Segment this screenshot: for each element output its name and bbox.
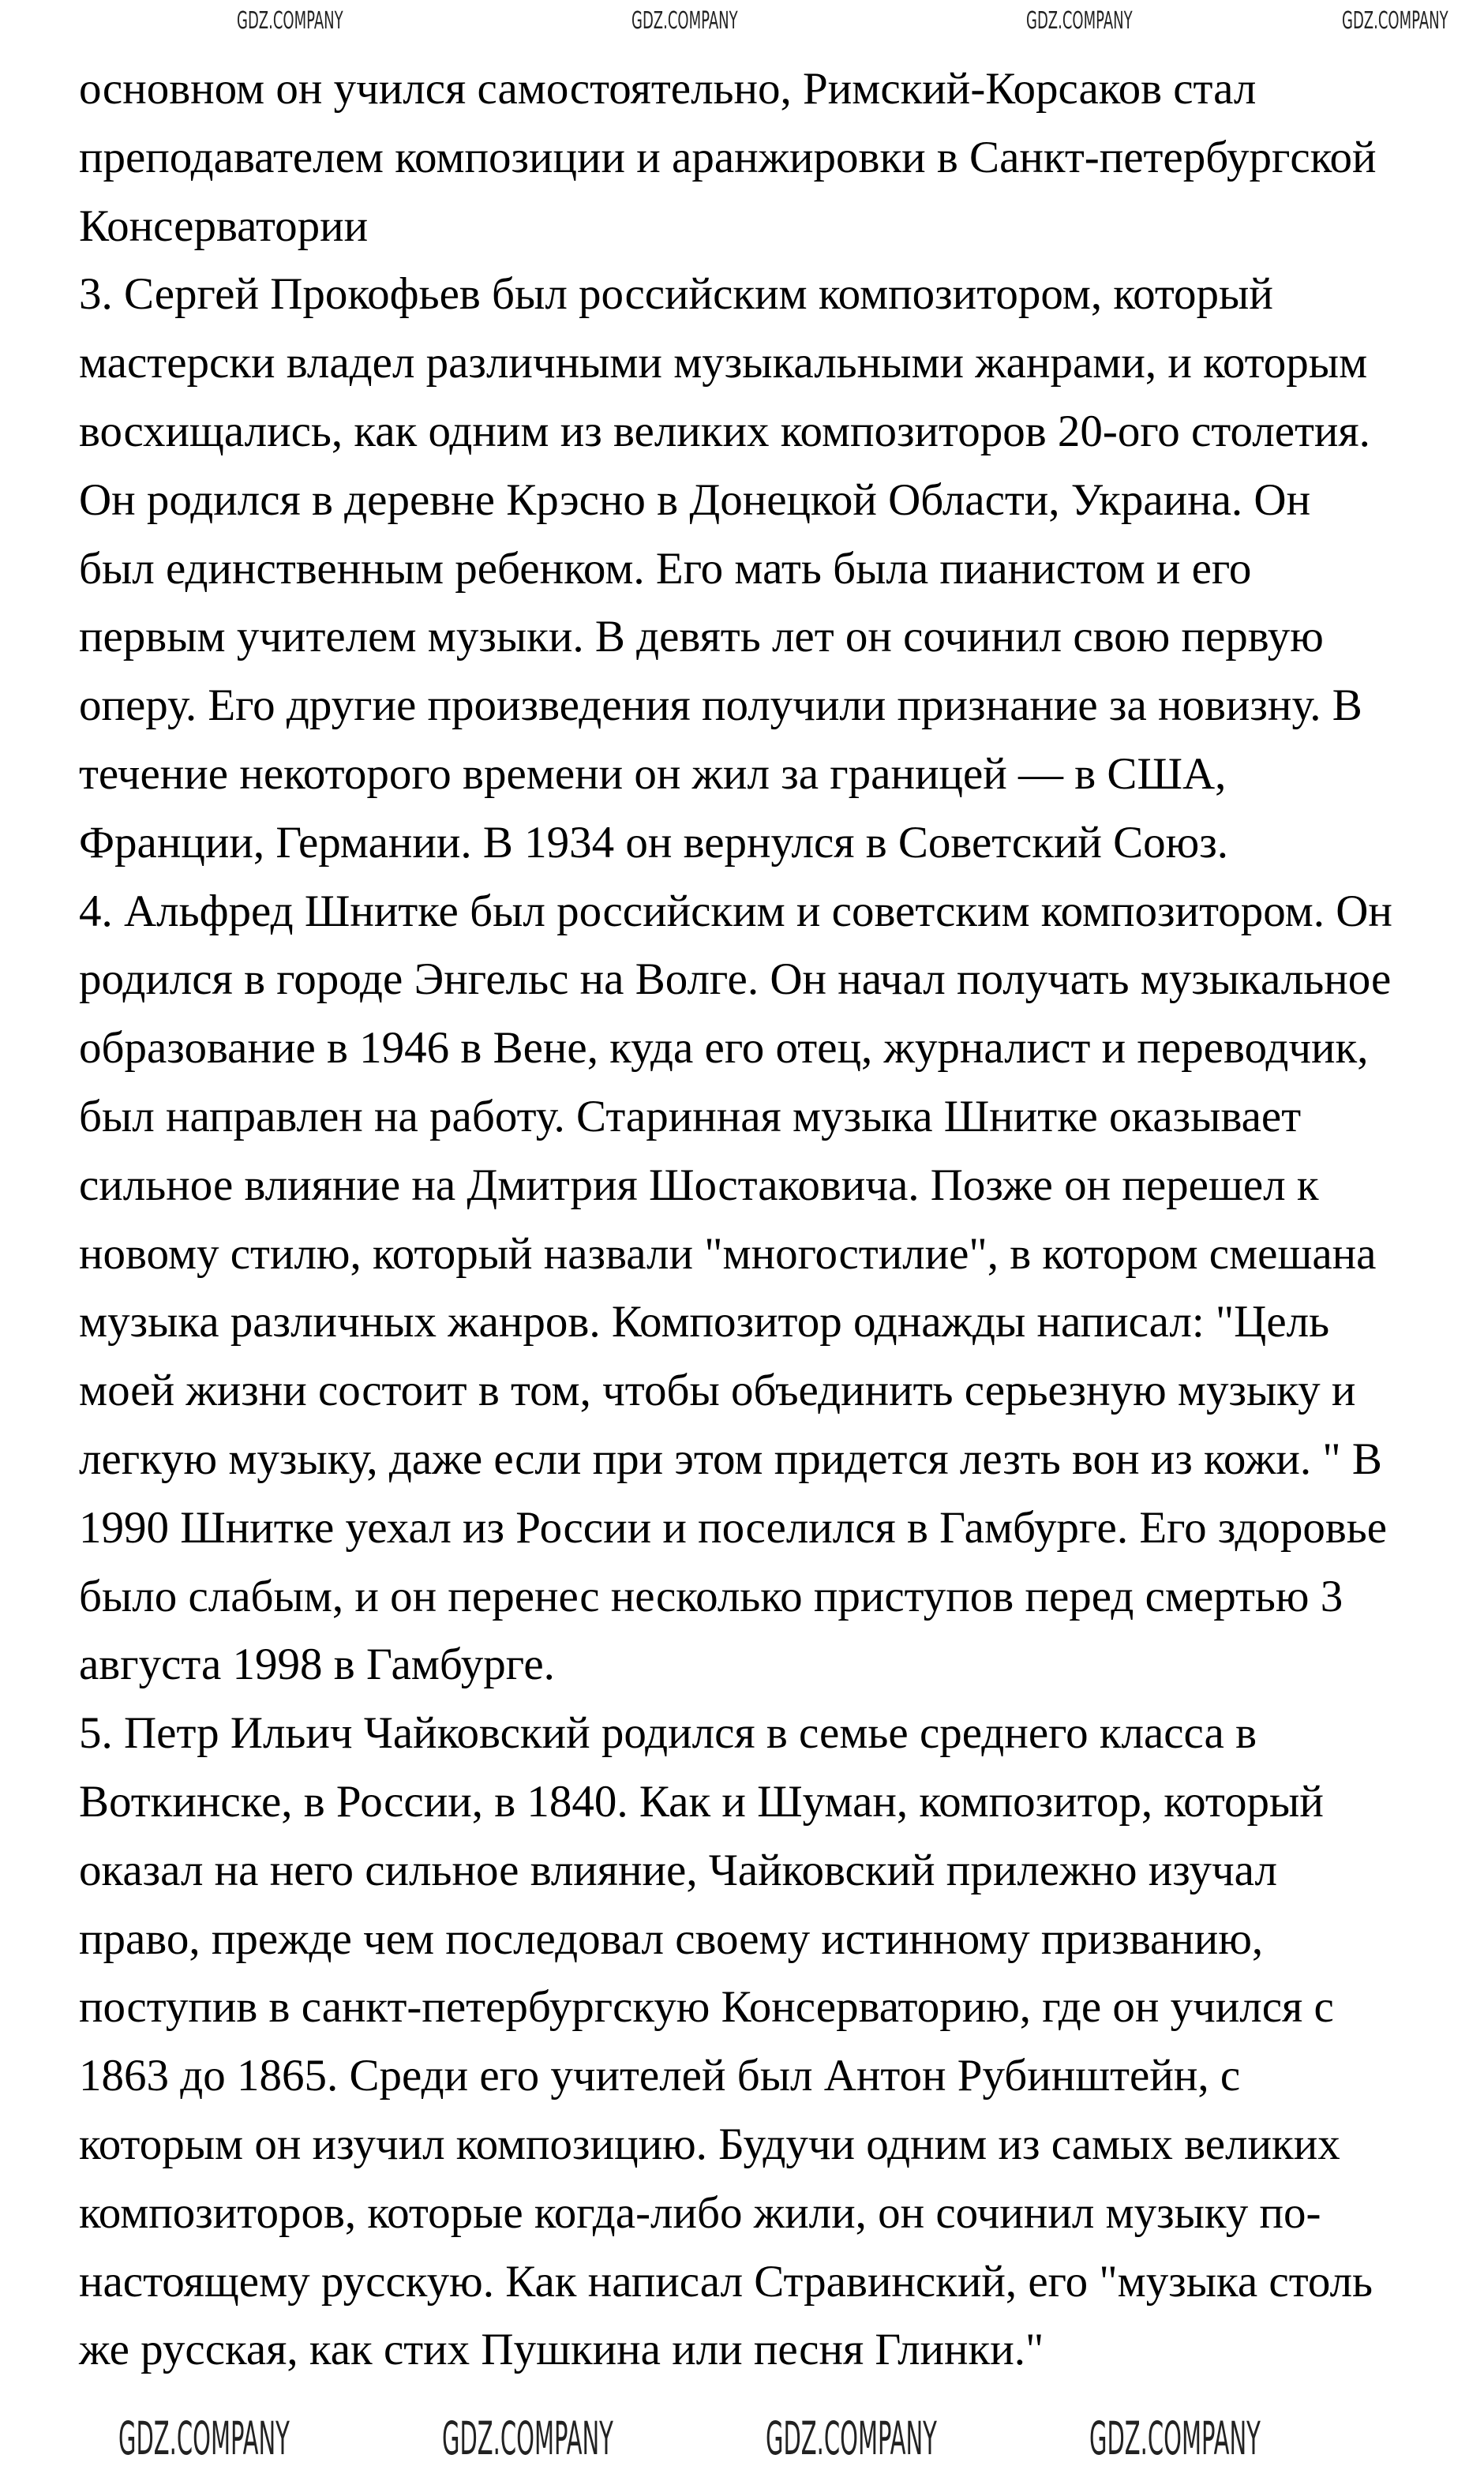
watermark: GDZ.COMPANY [1342,7,1448,35]
text-line: образование в 1946 в Вене, куда его отец, журналист и переводчик, [79,1023,1369,1074]
text-line: Франции, Германии. В 1934 он вернулся в Советский Союз. [79,817,1229,868]
text-line: оказал на него сильное влияние, Чайковский прилежно изучал [79,1845,1277,1895]
text-line: легкую музыку, даже если при этом придется лезть вон из кожи. " В [79,1434,1382,1484]
watermark: GDZ.COMPANY [1089,2412,1261,2465]
text-line: оперу. Его другие произведения получили признание за новизну. В [79,680,1362,731]
document-text [79,55,1484,2385]
text-line: был направлен на работу. Старинная музыка Шнитке оказывает [79,1091,1302,1141]
text-line: Консерватории [79,201,369,251]
text-line: Он родился в деревне Крэсно в Донецкой Области, Украина. Он [79,474,1311,525]
text-line: родился в городе Энгельс на Волге. Он начал получать музыкальное [79,954,1392,1005]
watermark: GDZ.COMPANY [631,7,738,35]
text-line: сильное влияние на Дмитрия Шостаковича. Позже он перешел к [79,1160,1319,1210]
text-line: августа 1998 в Гамбурге. [79,1640,555,1690]
watermark: GDZ.COMPANY [118,2412,290,2465]
text-line: поступив в санкт-петербургскую Консерваторию, где он учился с [79,1982,1334,2033]
text-line: же русская, как стих Пушкина или песня Глинки." [79,2325,1044,2375]
watermark: GDZ.COMPANY [766,2412,937,2465]
text-line: 1863 до 1865. Среди его учителей был Антон Рубинштейн, с [79,2051,1241,2101]
text-line: мастерски владел различными музыкальными жанрами, и которым [79,338,1368,388]
text-line: был единственным ребенком. Его мать была пианистом и его [79,543,1252,594]
text-line: 4. Альфред Шнитке был российским и советским композитором. Он [79,886,1392,936]
text-line: настоящему русскую. Как написал Стравинский, его "музыка столь [79,2256,1373,2307]
text-line: 5. Петр Ильич Чайковский родился в семье среднего класса в [79,1708,1257,1759]
text-line: первым учителем музыки. В девять лет он сочинил свою первую [79,612,1324,662]
text-line: моей жизни состоит в том, чтобы объединить серьезную музыку и [79,1366,1356,1416]
text-line: основном он учился самостоятельно, Римский-Корсаков стал [79,64,1257,114]
text-line: композиторов, которые когда-либо жили, он сочинил музыку по- [79,2187,1321,2238]
text-line: было слабым, и он перенес несколько приступов перед смертью 3 [79,1571,1343,1621]
text-line: 1990 Шнитке уехал из России и поселился в Гамбурге. Его здоровье [79,1502,1388,1553]
watermark: GDZ.COMPANY [1026,7,1133,35]
text-line: восхищались, как одним из великих композиторов 20-ого столетия. [79,406,1370,456]
text-line: новому стилю, который назвали "многостилие", в котором смешана [79,1228,1377,1279]
text-line: которым он изучил композицию. Будучи одним из самых великих [79,2119,1340,2169]
text-line: преподавателем композиции и аранжировки в Санкт-петербургской [79,132,1377,182]
text-line: музыка различных жанров. Композитор однажды написал: "Цель [79,1297,1330,1347]
watermark: GDZ.COMPANY [442,2412,613,2465]
text-line: право, прежде чем последовал своему истинному призванию, [79,1913,1264,1964]
watermark: GDZ.COMPANY [237,7,343,35]
text-line: 3. Сергей Прокофьев был российским композитором, который [79,269,1273,320]
text-line: Воткинске, в России, в 1840. Как и Шуман, композитор, который [79,1776,1324,1827]
text-line: течение некоторого времени он жил за границей — в США, [79,748,1227,799]
